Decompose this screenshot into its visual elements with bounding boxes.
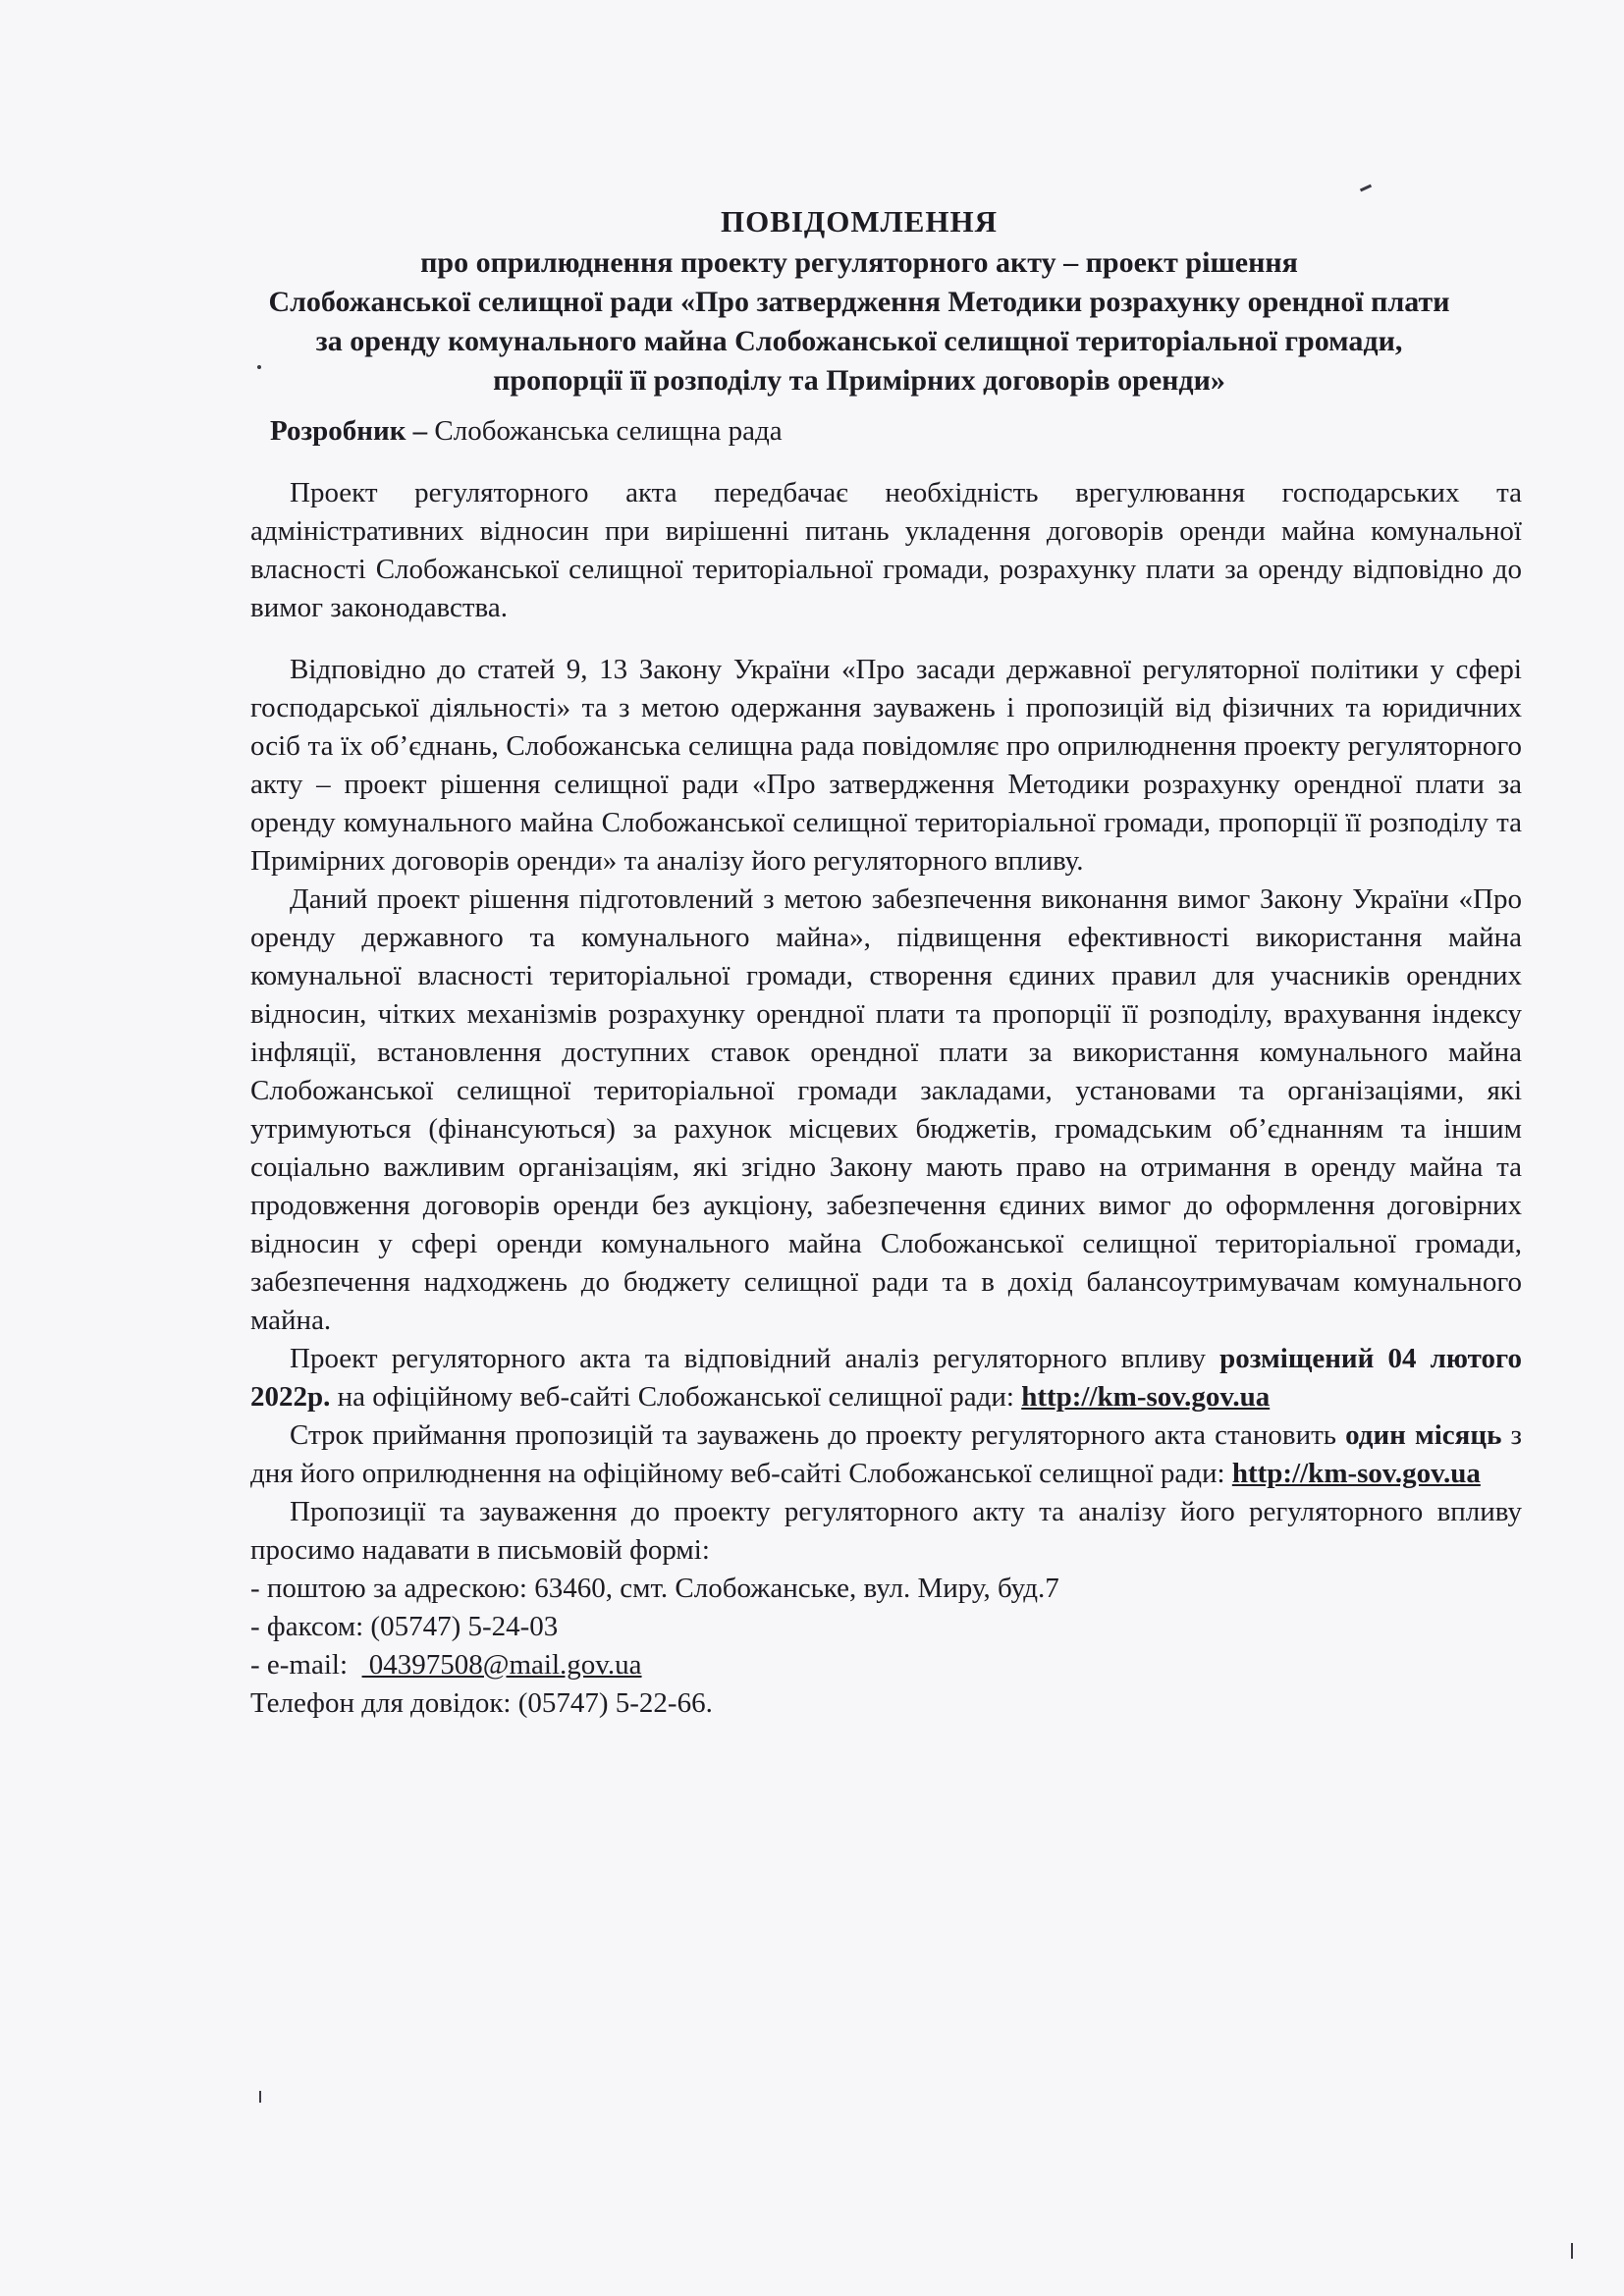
paragraph-legal-basis: Відповідно до статей 9, 13 Закону України «Про засади державної регуляторної політики у сфері господарської діяльності» та з метою одержання зауважень і пропозицій від фізичних та юридичних осіб та їх об’єднань, Слобожанська селищна рада повідомляє про оприлюднення проекту регуляторного акту – проект рішення селищної ради «Про затвердження Методики розрахунку орендної плати за оренду комунального майна Слобожанської селищної територіальної громади, пропорції її розподілу та Примірних договорів оренди» та аналізу його регуляторного впливу. xyxy=(250,654,1522,877)
developer-label: Розробник – xyxy=(270,415,428,447)
publication-date: розміщений 04 лютого 2022р. xyxy=(250,1343,1522,1413)
scan-mark xyxy=(1360,185,1372,192)
fax-number: - факсом: (05747) 5-24-03 xyxy=(250,1611,559,1642)
developer-value: Слобожанська селищна рада xyxy=(427,415,783,447)
paragraph-deadline xyxy=(250,1416,1522,1493)
email-address[interactable]: 04397508@mail.gov.ua xyxy=(361,1649,642,1681)
publication-text: Проект регуляторного акта та відповідний аналіз регуляторного впливу xyxy=(290,1343,1220,1374)
deadline-text: Строк приймання пропозицій та зауважень до проекту регуляторного акта становить xyxy=(290,1419,1346,1451)
website-link[interactable]: http://km-sov.gov.ua xyxy=(1231,1458,1481,1489)
phone-line: Телефон для довідок: (05747) 5-22-66. xyxy=(250,1687,713,1719)
email-line xyxy=(250,1646,1522,1684)
notice-heading xyxy=(211,200,1507,400)
website-link[interactable]: http://km-sov.gov.ua xyxy=(1021,1381,1271,1413)
paragraph-publication xyxy=(250,1340,1522,1416)
paragraph-goals: Даний проект рішення підготовлений з метою забезпечення виконання вимог Закону України «Про оренду державного та комунального майна», підвищення ефективності використання майна комунальної власності територіальної громади, створення єдиних правил для учасників орендних відносин, чітких механізмів розрахунку орендної плати та пропорції її розподілу, врахування індексу інфляції, встановлення доступних ставок орендної плати за використання комунального майна Слобожанської селищної територіальної громади закладами, установами та організаціями, які утримуються (фінансуються) за рахунок місцевих бюджетів, громадським об’єднанням та іншим соціально важливим організаціям, які згідно Закону мають право на отримання в оренду майна та продовження договорів оренди без аукціону, забезпечення єдиних вимог до оформлення договірних відносин у сфері оренди комунального майна Слобожанської селищної територіальної громади, забезпечення надходжень до бюджету селищної ради та в дохід балансоутримувачам комунального майна. xyxy=(250,883,1522,1336)
postal-address: - поштою за адрескою: 63460, смт. Слобожанське, вул. Миру, буд.7 xyxy=(250,1573,1059,1604)
document-body xyxy=(250,412,1522,1723)
document-subtitle-line: за оренду комунального майна Слобожанської селищної територіальної громади, xyxy=(315,325,1403,357)
scan-mark xyxy=(259,2091,261,2103)
deadline-text-2: з дня його оприлюднення на офіційному веб-сайті Слобожанської селищної ради: xyxy=(250,1419,1522,1489)
document-title: ПОВІДОМЛЕННЯ xyxy=(720,204,999,239)
developer-line xyxy=(250,412,1522,451)
scan-mark xyxy=(1571,2243,1573,2259)
publication-text-2: на офіційному веб-сайті Слобожанської селищної ради: xyxy=(330,1381,1022,1413)
document-subtitle-line: Слобожанської селищної ради «Про затвердження Методики розрахунку орендної плати xyxy=(268,286,1450,318)
paragraph-submission: Пропозиції та зауваження до проекту регуляторного акту та аналізу його регуляторного впливу просимо надавати в письмовій формі: xyxy=(250,1496,1522,1566)
email-label: - e-mail: xyxy=(250,1649,362,1681)
contacts-list xyxy=(250,1570,1522,1723)
document-subtitle-line: про оприлюднення проекту регуляторного акту – проект рішення xyxy=(420,246,1298,279)
document-subtitle-line: пропорції її розподілу та Примірних договорів оренди» xyxy=(493,364,1225,397)
deadline-period: один місяць xyxy=(1345,1419,1502,1451)
paragraph-purpose: Проект регуляторного акта передбачає необхідність врегулювання господарських та адміністративних відносин при вирішенні питань укладення договорів оренди майна комунальної власності Слобожанської селищної територіальної громади, розрахунку плати за оренду відповідно до вимог законодавства. xyxy=(250,477,1522,623)
